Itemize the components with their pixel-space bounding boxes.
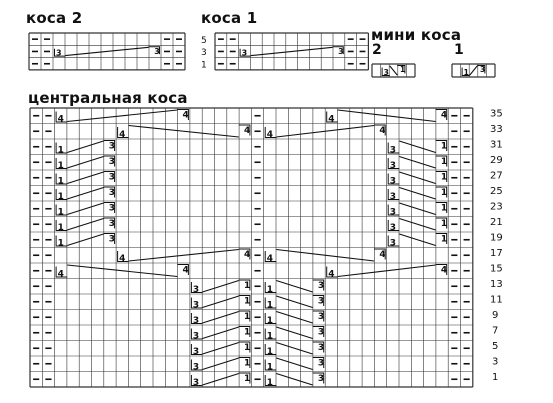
cable-cross-line: [251, 47, 333, 55]
cable-cross-line: [67, 172, 103, 184]
row-number: 11: [490, 294, 503, 306]
cable-count-left: 1: [266, 331, 273, 342]
cable-count-left: 3: [192, 378, 200, 388]
cable-count-right: 1: [440, 172, 448, 183]
cable-count-right: 4: [379, 126, 386, 136]
cable-cross-line: [202, 374, 238, 386]
row-number: 5: [492, 341, 499, 353]
central-grid: [30, 108, 473, 387]
cable-count-left: 3: [389, 223, 396, 233]
cable-count-right: 3: [317, 281, 325, 291]
cable-count-right: 3: [317, 327, 325, 338]
cable-count-right: 3: [108, 157, 116, 167]
cable-cross-line: [470, 66, 477, 75]
cable-count-right: 4: [182, 265, 189, 276]
row-number: 33: [490, 124, 503, 136]
cable-count-right: 4: [440, 110, 448, 121]
cable-count-left: 3: [389, 145, 396, 156]
cable-cross-line: [390, 66, 397, 75]
cable-count-left: 1: [57, 192, 64, 202]
cable-count-left: 1: [266, 316, 273, 326]
row-number: 19: [490, 232, 503, 244]
cable-count-right: 4: [379, 250, 386, 260]
cable-cross-line: [276, 327, 312, 339]
cable-count-right: 3: [108, 172, 116, 183]
cable-count-right: 3: [108, 219, 116, 229]
cable-count-left: 1: [57, 238, 64, 249]
cable-count-right: 1: [440, 157, 448, 167]
cable-count-right: 4: [440, 265, 448, 276]
cable-count-left: 1: [463, 68, 469, 77]
cable-count-left: 1: [266, 347, 273, 357]
cable-count-left: 1: [57, 161, 64, 171]
cable-count-right: 1: [244, 281, 251, 291]
cable-count-left: 1: [266, 378, 273, 388]
cable-count-left: 3: [389, 238, 396, 249]
cable-count-left: 3: [241, 48, 248, 58]
central-kosa-title: центральная коса: [28, 89, 188, 107]
row-number: 27: [490, 170, 503, 182]
cable-count-left: 1: [266, 300, 273, 311]
cable-count-right: 4: [244, 250, 251, 260]
cable-count-right: 1: [244, 343, 251, 353]
cable-count-left: 3: [389, 176, 396, 187]
mini-kosa-1-label: 1: [454, 42, 464, 58]
cable-count-right: 1: [244, 327, 251, 338]
cable-count-right: 1: [244, 374, 251, 384]
cable-count-right: 3: [338, 46, 344, 56]
cable-cross-line: [67, 265, 177, 277]
cable-cross-line: [67, 157, 103, 169]
cable-count-left: 1: [57, 223, 64, 233]
row-number: 5: [201, 35, 207, 46]
cable-cross-line: [399, 141, 435, 153]
cable-count-right: 3: [317, 358, 325, 369]
row-number: 25: [490, 186, 503, 198]
cable-count-left: 1: [57, 176, 64, 187]
row-number: 15: [490, 263, 503, 275]
cable-count-right: 1: [244, 358, 251, 369]
cable-cross-line: [67, 219, 103, 231]
cable-count-left: 3: [389, 161, 396, 171]
cable-cross-line: [399, 203, 435, 215]
row-number: 31: [490, 139, 503, 151]
cable-cross-line: [202, 327, 238, 339]
cable-count-left: 3: [192, 285, 200, 295]
cable-count-right: 3: [480, 65, 486, 74]
cable-cross-line: [276, 281, 312, 293]
cable-count-right: 4: [244, 126, 251, 136]
cable-count-left: 4: [328, 269, 335, 280]
cable-count-left: 4: [266, 130, 273, 140]
cable-cross-line: [202, 296, 238, 308]
cable-count-left: 4: [328, 114, 335, 125]
cable-count-right: 1: [440, 188, 448, 198]
cable-cross-line: [276, 343, 312, 355]
cable-count-left: 3: [192, 316, 200, 326]
cable-count-right: 3: [108, 234, 116, 245]
cable-count-right: 1: [440, 219, 448, 229]
cable-cross-line: [399, 234, 435, 246]
cable-cross-line: [399, 219, 435, 231]
cable-cross-line: [202, 343, 238, 355]
cable-count-right: 3: [317, 296, 325, 307]
cable-count-right: 3: [108, 203, 116, 214]
cable-count-left: 1: [57, 207, 64, 218]
row-number: 3: [492, 356, 499, 368]
cable-count-left: 3: [389, 207, 396, 218]
cable-cross-line: [399, 172, 435, 184]
cable-count-left: 1: [266, 362, 273, 373]
cable-count-right: 3: [108, 141, 116, 152]
cable-count-left: 3: [192, 331, 200, 342]
cable-count-left: 3: [192, 347, 200, 357]
cable-cross-line: [202, 312, 238, 324]
row-number: 1: [201, 60, 207, 71]
cable-count-left: 4: [266, 254, 273, 264]
row-number: 1: [492, 372, 499, 384]
cable-cross-line: [67, 203, 103, 215]
cable-cross-line: [399, 157, 435, 169]
row-number: 7: [492, 325, 499, 337]
row-number: 35: [490, 108, 503, 120]
cable-count-left: 4: [57, 114, 64, 125]
cable-count-left: 3: [56, 48, 62, 58]
cable-cross-line: [202, 358, 238, 370]
cable-count-left: 1: [266, 285, 273, 295]
cable-cross-line: [276, 312, 312, 324]
cable-count-right: 3: [108, 188, 116, 198]
row-number: 29: [490, 155, 503, 167]
cable-cross-line: [65, 47, 148, 55]
cable-count-right: 3: [317, 312, 325, 322]
cable-cross-line: [276, 296, 312, 308]
cable-count-left: 3: [192, 362, 200, 373]
row-number: 17: [490, 248, 503, 260]
cable-count-left: 1: [57, 145, 64, 156]
row-number: 21: [490, 217, 503, 229]
cable-count-right: 1: [244, 312, 251, 322]
cable-count-right: 3: [317, 343, 325, 353]
cable-cross-line: [129, 126, 239, 138]
cable-cross-line: [276, 358, 312, 370]
cable-count-left: 4: [119, 130, 126, 140]
cable-cross-line: [202, 281, 238, 293]
cable-cross-line: [67, 110, 177, 122]
cable-count-right: 1: [440, 234, 448, 245]
cable-count-right: 3: [154, 46, 160, 56]
row-number: 3: [201, 48, 207, 59]
cable-count-left: 3: [389, 192, 396, 202]
cable-count-left: 3: [192, 300, 200, 311]
mini-kosa-2-label: 2: [372, 42, 382, 58]
cable-count-right: 1: [440, 141, 448, 152]
cable-cross-line: [276, 374, 312, 386]
cable-count-left: 4: [57, 269, 64, 280]
mini-kosa-title: мини коса: [371, 26, 462, 44]
cable-count-left: 3: [383, 68, 389, 77]
kosa1-title: коса 1: [201, 9, 258, 27]
cable-count-right: 4: [182, 110, 189, 121]
cable-cross-line: [129, 250, 239, 262]
cable-count-right: 1: [400, 65, 406, 74]
cable-cross-line: [67, 141, 103, 153]
cable-cross-line: [67, 234, 103, 246]
row-number: 9: [492, 310, 499, 322]
cable-count-right: 3: [317, 374, 325, 384]
row-number: 23: [490, 201, 503, 213]
cable-cross-line: [399, 188, 435, 200]
cable-count-right: 1: [244, 296, 251, 307]
kosa2-title: коса 2: [26, 9, 83, 27]
cable-cross-line: [67, 188, 103, 200]
cable-count-left: 4: [119, 254, 126, 264]
row-number: 13: [490, 279, 503, 291]
cable-count-right: 1: [440, 203, 448, 214]
